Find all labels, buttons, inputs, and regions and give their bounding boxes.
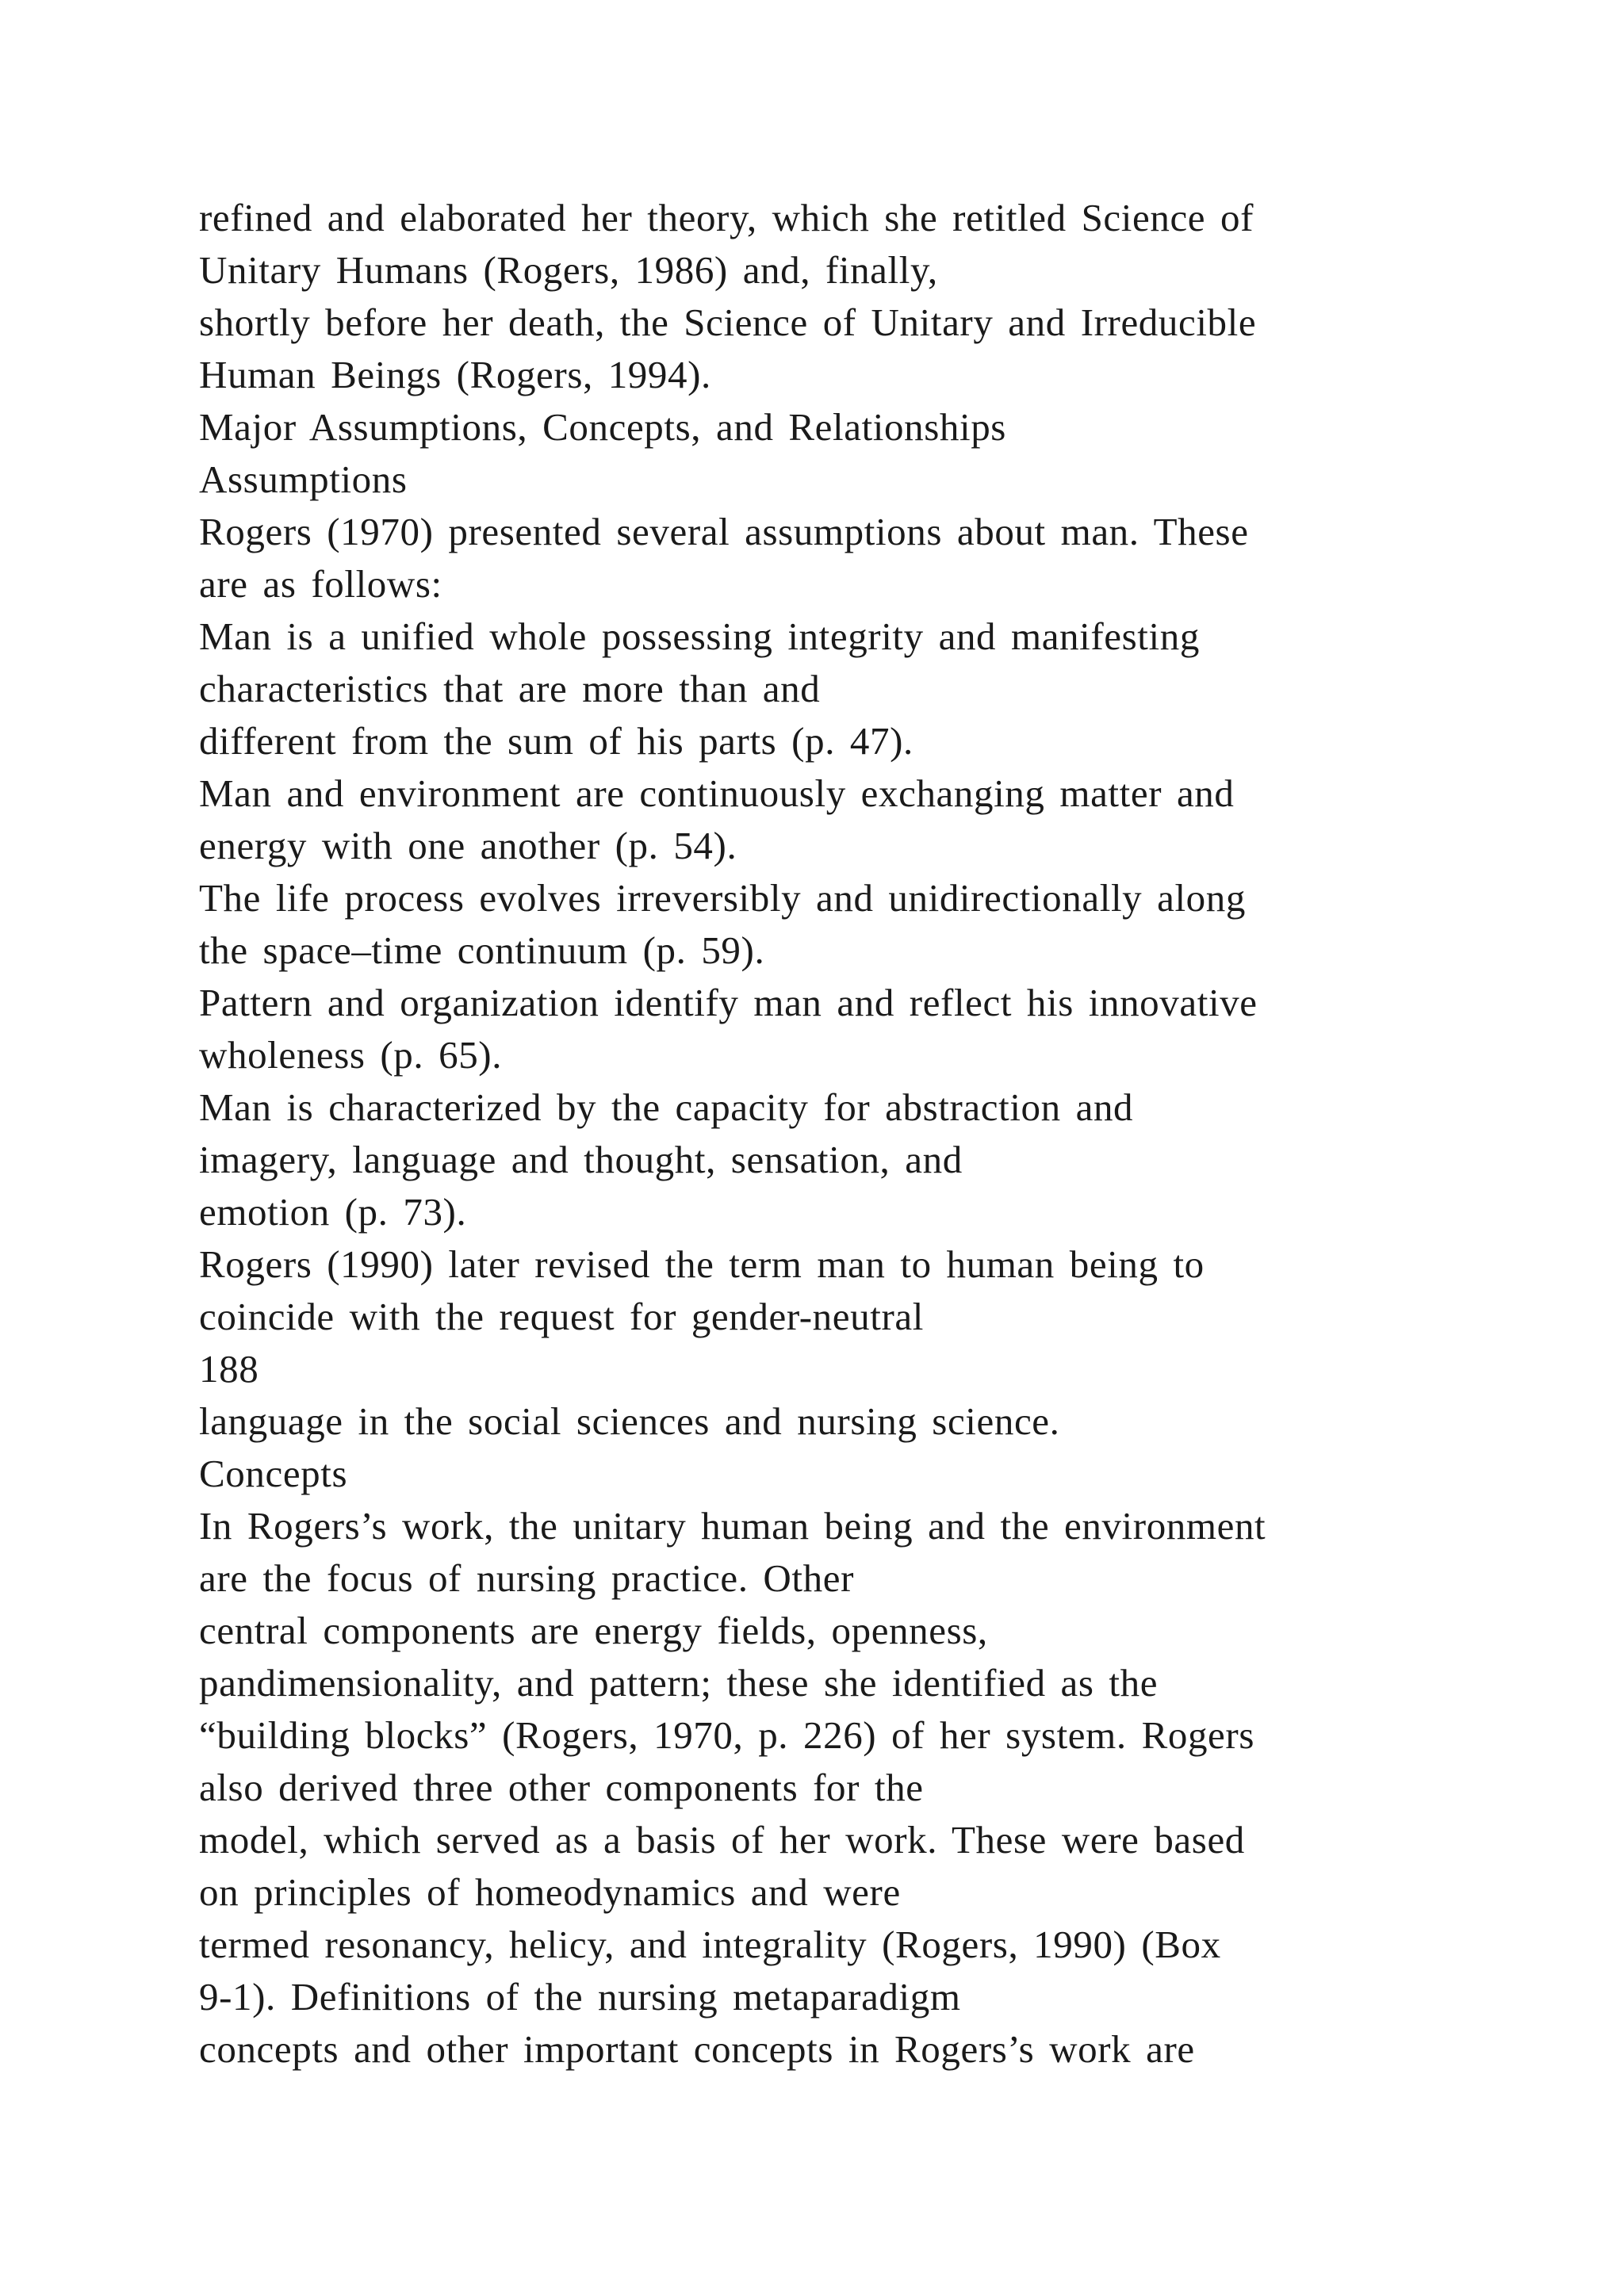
text-line: refined and elaborated her theory, which she retitled Science of	[199, 196, 1254, 239]
text-line: different from the sum of his parts (p. 47).	[199, 719, 914, 763]
document-body-text	[199, 192, 1436, 2076]
text-line: concepts and other important concepts in Rogers’s work are	[199, 2027, 1195, 2071]
text-line: pandimensionality, and pattern; these she identified as the	[199, 1661, 1159, 1705]
text-line: Unitary Humans (Rogers, 1986) and, finally,	[199, 248, 938, 292]
text-line: Man is a unified whole possessing integrity and manifesting	[199, 614, 1200, 658]
text-line: central components are energy fields, openness,	[199, 1609, 988, 1652]
text-line: wholeness (p. 65).	[199, 1033, 503, 1077]
text-line: Pattern and organization identify man and reflect his innovative	[199, 981, 1258, 1024]
text-line: model, which served as a basis of her work. These were based	[199, 1818, 1245, 1862]
text-line: are as follows:	[199, 562, 442, 606]
text-line: Man and environment are continuously exchanging matter and	[199, 771, 1235, 815]
text-line: Human Beings (Rogers, 1994).	[199, 353, 711, 396]
text-line: the space–time continuum (p. 59).	[199, 928, 765, 972]
text-line: characteristics that are more than and	[199, 667, 821, 710]
page-number: 188	[199, 1347, 259, 1391]
text-line: In Rogers’s work, the unitary human being and the environment	[199, 1504, 1266, 1548]
text-line: 9-1). Definitions of the nursing metaparadigm	[199, 1975, 961, 2019]
text-line: termed resonancy, helicy, and integrality (Rogers, 1990) (Box	[199, 1923, 1221, 1966]
text-line: also derived three other components for the	[199, 1766, 924, 1809]
text-line: Rogers (1970) presented several assumptions about man. These	[199, 510, 1249, 553]
text-line: Man is characterized by the capacity for abstraction and	[199, 1085, 1134, 1129]
text-line: language in the social sciences and nursing science.	[199, 1399, 1060, 1443]
text-line: Rogers (1990) later revised the term man to human being to	[199, 1242, 1205, 1286]
text-line: imagery, language and thought, sensation, and	[199, 1138, 963, 1181]
section-heading: Major Assumptions, Concepts, and Relationships	[199, 405, 1006, 449]
subsection-heading: Concepts	[199, 1452, 348, 1495]
text-line: on principles of homeodynamics and were	[199, 1870, 901, 1914]
text-line: energy with one another (p. 54).	[199, 824, 737, 867]
text-line: coincide with the request for gender-neutral	[199, 1295, 924, 1338]
text-line: shortly before her death, the Science of Unitary and Irreducible	[199, 300, 1257, 344]
subsection-heading: Assumptions	[199, 457, 408, 501]
text-line: The life process evolves irreversibly and unidirectionally along	[199, 876, 1246, 920]
text-line: “building blocks” (Rogers, 1970, p. 226) of her system. Rogers	[199, 1713, 1254, 1757]
text-line: emotion (p. 73).	[199, 1190, 467, 1234]
text-line: are the focus of nursing practice. Other	[199, 1556, 854, 1600]
